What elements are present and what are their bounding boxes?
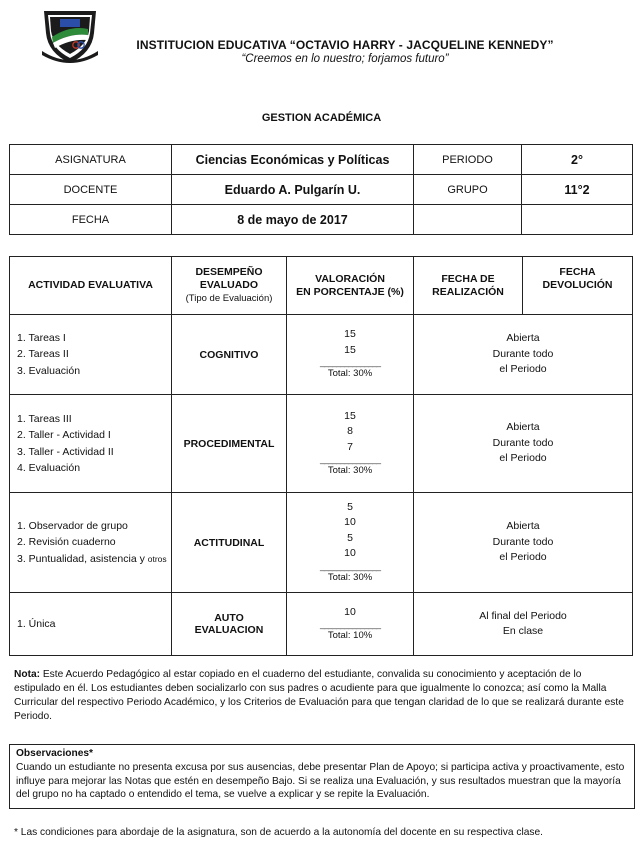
evaluation-row-autoevaluacion [10,593,633,656]
evaluation-row-procedimental [10,395,633,493]
percentage-cell: 15 15 _______________ Total: 30% [287,315,414,395]
evaluation-row-actitudinal [10,493,633,593]
school-crest-icon [38,7,102,65]
fecha-label: FECHA [10,205,172,235]
periodo-value: 2° [522,145,633,175]
info-table [9,144,633,235]
section-title: GESTION ACADÉMICA [261,112,382,124]
category-cognitivo: COGNITIVO [172,315,287,395]
observations-text: Cuando un estudiante no presenta excusa por sus ausencias, debe presentar Plan de Apoyo; si participa activa y proactivamente, esto influye para mejorar las Notas que estén en desempeño Bajo. Si se realiza una Evaluación, y sus resultados muestran que la mayoría del grupo no ha captado o entendido el tema, se vuelve a explicar y se repite la Evaluación. [16,761,625,801]
header-fecha-devolucion: FECHA DEVOLUCIÓN [523,257,633,315]
activity-list: 1. Única [10,593,172,656]
fecha-value: 8 de mayo de 2017 [172,205,414,235]
school-motto: “Creemos en lo nuestro; forjamos futuro” [241,53,449,65]
header-valoracion: VALORACIÓN EN PORCENTAJE (%) [287,257,414,315]
periodo-label: PERIODO [414,145,522,175]
date-cell: Abierta Durante todo el Periodo [414,315,633,395]
footnote: * Las condiciones para abordaje de la asignatura, son de acuerdo a la autonomía del docente en su respectiva clase. [14,827,543,838]
percentage-cell: 10 _______________ Total: 10% [287,593,414,656]
evaluation-header-row [10,257,633,315]
activity-list: 1. Observador de grupo 2. Revisión cuaderno 3. Puntualidad, asistencia y otros [10,493,172,593]
empty-cell [414,205,522,235]
evaluation-row-cognitivo [10,315,633,395]
info-row-fecha [10,205,633,235]
header-fecha-realizacion: FECHA DE REALIZACIÓN [414,257,523,315]
activity-list: 1. Tareas I 2. Tareas II 3. Evaluación [10,315,172,395]
observations-title: Observaciones* [16,748,94,759]
category-procedimental: PROCEDIMENTAL [172,395,287,493]
percentage-cell: 5 10 5 10 _______________ Total: 30% [287,493,414,593]
grupo-value: 11°2 [522,175,633,205]
header-desempeno: DESEMPEÑO EVALUADO (Tipo de Evaluación) [172,257,287,315]
asignatura-label: ASIGNATURA [10,145,172,175]
info-row-docente [10,175,633,205]
date-cell: Abierta Durante todo el Periodo [414,493,633,593]
note-paragraph: Nota: Este Acuerdo Pedagógico al estar copiado en el cuaderno del estudiante, convalida su conocimiento y aceptación de lo estipulado en él. Los estudiantes deben socializarlo con sus padres o acudiente para que igualmente lo conozca; así como la Malla Curricular del respectivo Periodo Académico, y los Criterios de Evaluación para que tengan claridad de lo que se realizará durante este Periodo. [14,669,624,722]
empty-cell [522,205,633,235]
category-autoevaluacion: AUTO EVALUACION [172,593,287,656]
school-name: INSTITUCION EDUCATIVA “OCTAVIO HARRY - JACQUELINE KENNEDY” [136,38,554,52]
docente-label: DOCENTE [10,175,172,205]
percentage-cell: 15 8 7 _______________ Total: 30% [287,395,414,493]
date-cell: Al final del Periodo En clase [414,593,633,656]
observations-box [9,744,635,809]
grupo-label: GRUPO [414,175,522,205]
header-actividad: ACTIVIDAD EVALUATIVA [10,257,172,315]
category-actitudinal: ACTITUDINAL [172,493,287,593]
evaluation-table [9,256,633,656]
activity-list: 1. Tareas III 2. Taller - Actividad I 3. Taller - Actividad II 4. Evaluación [10,395,172,493]
school-logo [38,7,102,65]
docente-value: Eduardo A. Pulgarín U. [172,175,414,205]
asignatura-value: Ciencias Económicas y Políticas [172,145,414,175]
date-cell: Abierta Durante todo el Periodo [414,395,633,493]
info-row-asignatura [10,145,633,175]
